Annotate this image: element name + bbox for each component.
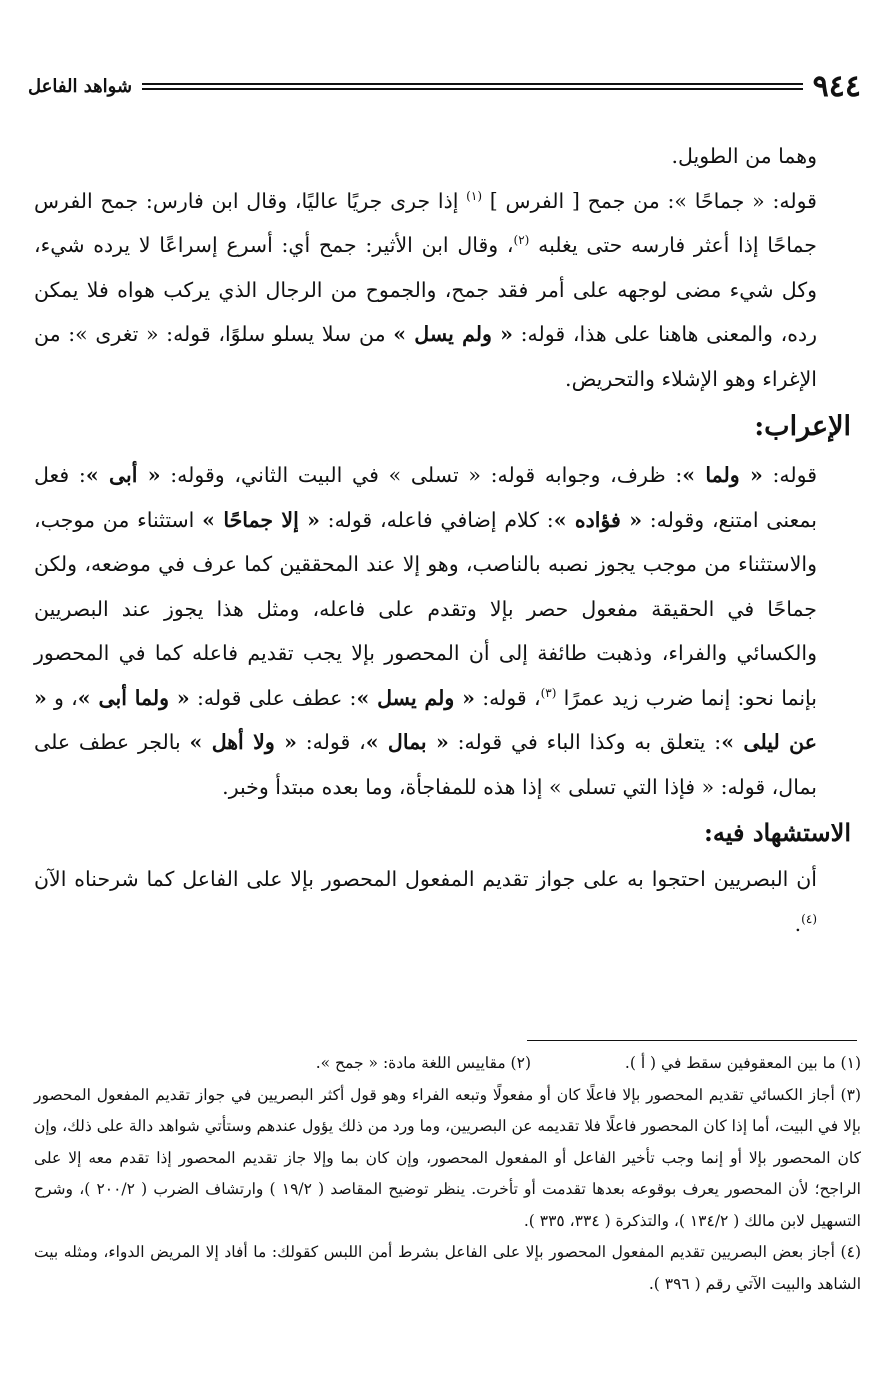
section-heading-istishhad: الاستشهاد فيه:	[704, 818, 851, 847]
footnote-2: (٢) مقاييس اللغة مادة: « جمح ».	[315, 1054, 531, 1072]
footnote-separator	[527, 1040, 857, 1041]
footnote-ref-1[interactable]: (١)	[466, 188, 482, 203]
footnotes	[34, 1048, 861, 1300]
page-header	[28, 66, 861, 106]
footnote-1: (١) ما بين المعقوفين سقط في ( أ ).	[624, 1054, 861, 1072]
section-heading-irab: الإعراب:	[754, 411, 851, 442]
footnote-4: (٤) أجاز بعض البصريين تقديم المفعول المحصور بإلا على الفاعل بشرط أمن اللبس كقولك: ما أفاد إلا المريض الدواء، ومثله بيت الشاهد والبيت الآتي رقم ( ٣٩٦ ).	[34, 1243, 861, 1293]
header-double-rule	[142, 83, 803, 90]
footnote-3: (٣) أجاز الكسائي تقديم المحصور بإلا فاعلًا كان أو مفعولًا وتبعه الفراء وهو قول أكثر البصريين في جواز تقديم المفعول المحصور بإلا في البيت، أما إذا كان المحصور فاعلًا فلا تقديمه عن البصريين، وما ورد من ذلك يؤول عندهم وستأتي شواهد دالة على ذلك، وإن كان المحصور بإلا أو إنما وجب تأخير الفاعل أو المفعول المحصور، وإن كان بما وإلا جاز تقديم المحصور إذا تقدم معه إلا على الراجح؛ لأن المحصور يعرف بوقوعه بعدها تقدمت أو تأخرت. ينظر توضيح المقاصد ( ١٩/٢ ) وارتشاف الضرب ( ٢٠٠/٢ )، وشرح التسهيل لابن مالك ( ١٣٤/٢ )، والتذكرة ( ٣٣٤، ٣٣٥ ).	[33, 1085, 861, 1230]
page-number: ٩٤٤	[812, 68, 861, 104]
footnote-ref-2[interactable]: (٢)	[513, 233, 530, 248]
irab-paragraph: قوله: « ولما »: ظرف، وجوابه قوله: « تسلى » في البيت الثاني، وقوله: « أبى »: فعل بمعنى امتنع، وقوله: « فؤاده »: كلام إضافي فاعله، قوله: « إلا جماحًا » استثناء من موجب، والاستثناء من موجب يجوز نصبه بالناصب، وهو إلا عند المحققين كما عرف في موضعه، ولكن جماحًا في الحقيقة مفعول حصر بإلا وتقدم على فاعله، ومثل هذا يجوز عند البصريين والكسائي والفراء، وذهبت طائفة إلى أن المحصور بإلا يجب تقديم فاعله كما في المحصور بإنما نحو: إنما ضرب زيد عمرًا $^{(٣)}$، قوله: « ولم يسل »: عطف على قوله: « ولما أبى »، و « عن ليلى »: يتعلق به وكذا الباء في قوله: « بمال »، قوله: « ولا أهل » بالجر عطف على بمال، قوله: « فإذا التي تسلى » إذا هذه للمفاجأة، وما بعده مبتدأ وخبر.	[34, 463, 817, 799]
footnote-ref-4[interactable]: (٤)	[801, 911, 817, 926]
vocabulary-paragraph: قوله: « جماحًا »: من جمح [ الفرس ] $^{(١)}$ إذا جرى جريًا عاليًا، وقال ابن فارس: جمح الفرس جماحًا إذا أعثر فارسه حتى يغلبه $^{(٢)}$، وقال ابن الأثير: جمح أي: أسرع إسراعًا لا يرده شيء، وكل شيء مضى لوجهه على أمر فقد جمح، والجموح من الرجال الذي يركب هواه فلا يمكن رده، والمعنى هاهنا على هذا، قوله: « ولم يسل » من سلا يسلو سلوًا، قوله: « تغرى »: من الإغراء وهو الإشلاء والتحريض.	[34, 188, 817, 391]
footnote-ref-3[interactable]: (٣)	[540, 685, 557, 700]
main-text	[34, 134, 851, 946]
istishhad-paragraph: أن البصريين احتجوا به على جواز تقديم المفعول المحصور بإلا على الفاعل كما شرحناه الآن $^{(٤)}$.	[34, 867, 817, 936]
running-title: شواهد الفاعل	[28, 75, 133, 97]
meter-note: وهما من الطويل.	[671, 144, 817, 168]
